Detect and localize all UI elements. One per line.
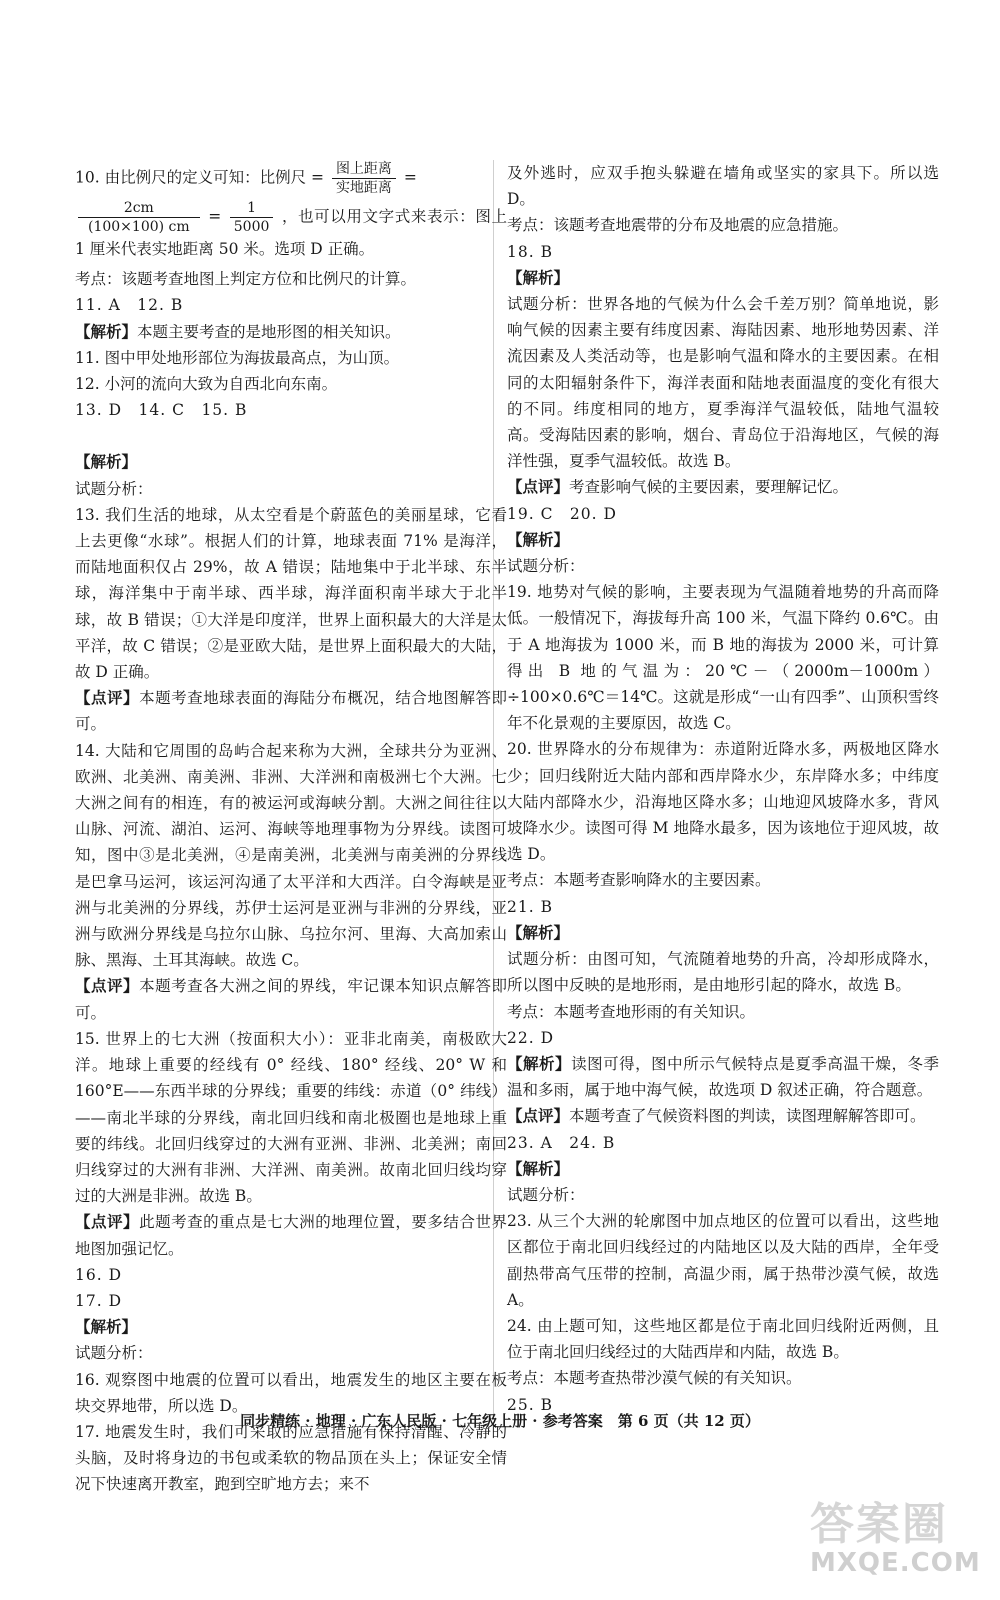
q18-text: 试题分析：世界各地的气候为什么会千差万别？简单地说，影响气候的因素主要有纬度因素、海陆因素、地形地势因素、洋流因素及人类活动等，也是影响气温和降水的主要因素。在相同的太阳辐射条件下，海洋表面和陆地表面温度的变化有很大的不同。纬度相同的地方，夏季海洋气温较低，陆地气温较高。受海陆因素的影响，烟台、青岛位于沿海地区，气候的海洋性强，夏季气温较低。故选 B。 [507, 295, 939, 471]
q19-text: 19. 地势对气候的影响，主要表现为气温随着地势的升高而降低。一般情况下，海拔每升高 100 米，气温下降约 0.6℃。由于 A 地海拔为 1000 米，而 B 地的海拔为 2000 米，可计算得出 B 地的气温为：20℃－（2000m－1000m）÷100×0.6℃＝14℃。这就是形成“一山有四季”、山顶积雪终年不化景观的主要原因，故选 C。 [507, 583, 939, 733]
jiexi-text: 读图可得，图中所示气候特点是夏季高温干燥，冬季温和多雨，属于地中海气候，故选项 D 叙述正确，符合题意。 [507, 1054, 939, 1100]
equals-sign: = [208, 207, 222, 226]
q13-dianping [75, 685, 507, 737]
q13-text: 13. 我们生活的地球，从太空看是个蔚蓝色的美丽星球，它看上去更像“水球”。根据人们的计算，地球表面 71% 是海洋，而陆地面积仅占 29%，故 A 错误；陆地集中于北半球、东半球，海洋集中于南半球、西半球，海洋面积南半球大于北半球，故 B 错误；①大洋是印度洋，世界上面积最大的大洋是太平洋，故 C 错误；②是亚欧大陆，是世界上面积最大的大陆，故 D 正确。 [75, 505, 507, 682]
answer-17: 17. D [75, 1291, 123, 1310]
q10-fraction-values [78, 199, 200, 236]
answer-22: 22. D [507, 1028, 555, 1047]
watermark-url: MXQE.COM [810, 1548, 981, 1578]
dianping-text: 本题考查了气候资料图的判读，读图理解解答即可。 [569, 1107, 926, 1126]
q23-text: 23. 从三个大洲的轮廓图中加点地区的位置可以看出，这些地区都位于南北回归线经过的内陆地区以及大陆的西岸，全年受副热带高气压带的控制，高温少雨，属于热带沙漠气候，故选 A。 [507, 1212, 939, 1309]
watermark-mark: 答案圈 [810, 1499, 948, 1550]
q22-jiexi [507, 1051, 939, 1103]
right-column [507, 160, 939, 1418]
q10-kaodian: 考点：该题考查地图上判定方位和比例尺的计算。 [75, 270, 417, 289]
answer-13-15: 13. D 14. C 15. B [75, 401, 248, 420]
jiexi-tag: 【解析】 [75, 452, 138, 472]
q10-fraction-definition [332, 160, 396, 197]
dianping-tag: 【点评】 [507, 477, 570, 497]
q21-text: 试题分析：由图可知，气流随着地势的升高，冷却形成降水，所以图中反映的是地形雨，是由地形引起的降水，故选 B。 [507, 950, 939, 995]
q22-dianping [507, 1103, 939, 1129]
dianping-text: 本题考查地球表面的海陆分布概况，结合地图解答即可。 [75, 689, 507, 734]
spacer [75, 423, 507, 449]
q16-text: 16. 观察图中地震的位置可以看出，地震发生的地区主要在板块交界地带，所以选 D。 [75, 1370, 507, 1415]
jiexi-tag: 【解析】 [75, 1317, 138, 1337]
q10-fraction-result [230, 199, 274, 236]
answer-21: 21. B [507, 897, 553, 916]
fraction-denominator: (100×100) cm [88, 219, 190, 235]
q24-text: 24. 由上题可知，这些地区都是位于南北回归线附近两侧，且位于南北回归线经过的大陆西岸和内陆，故选 B。 [507, 1316, 939, 1362]
q12-text: 12. 小河的流向大致为自西北向东南。 [75, 375, 338, 394]
watermark-logo [810, 1488, 990, 1588]
fraction-denominator: 实地距离 [335, 180, 392, 196]
answer-19-20: 19. C 20. D [507, 504, 617, 523]
fraction-numerator: 1 [230, 199, 274, 218]
page-footer: 同步精练 · 地理 · 广东人民版 · 七年级上册 · 参考答案 第 6 页（共 12 页） [240, 1412, 760, 1430]
shiti-label: 试题分析： [507, 557, 585, 576]
jiexi-tag: 【解析】 [507, 1053, 572, 1073]
q15-dianping [75, 1209, 507, 1261]
q11-text: 11. 图中甲处地形部位为海拔最高点，为山顶。 [75, 348, 400, 367]
q20-text: 20. 世界降水的分布规律为：赤道附近降水多，两极地区降水少；回归线附近大陆内部和西岸降水少，东岸降水多；中纬度大陆内部降水少，沿海地区降水多；山地迎风坡降水多，背风坡降水少。读图可得 M 地降水最多，因为该地位于迎风坡，故选 D。 [507, 740, 939, 864]
left-column [75, 160, 507, 1498]
q15-text: 15. 世界上的七大洲（按面积大小）：亚非北南美，南极欧大洋。地球上重要的经线有 0° 经线、180° 经线、20° W 和 160°E——东西半球的分界线；重要的纬线：赤道（0° 纬线）——南北半球的分界线，南北回归线和南北极圈也是地球上重要的纬线。北回归线穿过的大洲有亚洲、非洲、北美洲；南回归线穿过的大洲有非洲、大洋洲、南美洲。故南北回归线均穿过的大洲是非洲。故选 B。 [75, 1029, 507, 1206]
q11-12-jiexi [75, 319, 507, 345]
q10-formula [75, 199, 507, 262]
q19-20-kaodian: 考点：本题考查影响降水的主要因素。 [507, 871, 771, 890]
answer-11-12: 11. A 12. B [75, 296, 184, 315]
shiti-label: 试题分析： [75, 479, 153, 498]
q16-17-kaodian: 考点：该题考查地震带的分布及地震的应急措施。 [507, 216, 849, 235]
jiexi-tag: 【解析】 [507, 529, 570, 549]
answer-18: 18. B [507, 242, 553, 261]
jiexi-tag: 【解析】 [75, 321, 138, 341]
q17-text-part2: 及外逃时，应双手抱头躲避在墙角或坚实的家具下。所以选 D。 [507, 164, 939, 209]
dianping-tag: 【点评】 [75, 688, 140, 708]
jiexi-tag: 【解析】 [507, 1158, 570, 1178]
answer-25: 25. B [507, 1395, 553, 1414]
q17-text-part1: 17. 地震发生时，我们可采取的应急措施有保持清醒、冷静的头脑，及时将身边的书包或柔软的物品顶在头上；保证安全情况下快速离开教室，跑到空旷地方去；来不 [75, 1422, 507, 1494]
dianping-text: 此题考查的重点是七大洲的地理位置，要多结合世界地图加强记忆。 [75, 1213, 507, 1258]
answer-16: 16. D [75, 1265, 123, 1284]
dianping-tag: 【点评】 [75, 976, 140, 996]
jiexi-tag: 【解析】 [507, 922, 570, 942]
fraction-numerator: 2cm [78, 199, 200, 218]
q21-kaodian: 考点：本题考查地形雨的有关知识。 [507, 1002, 756, 1021]
fraction-denominator: 5000 [233, 219, 270, 235]
q10-prefix: 10. 由比例尺的定义可知：比例尺 = [75, 168, 324, 187]
jiexi-text: 本题主要考查的是地形图的相关知识。 [137, 322, 401, 341]
q18-dianping [507, 474, 939, 500]
dianping-text: 考查影响气候的主要因素，要理解记忆。 [569, 478, 849, 497]
shiti-label: 试题分析： [75, 1344, 153, 1363]
q10-line [75, 160, 507, 197]
q10-tail: ，也可以用文字式来表示：图上 1 厘米代表实地距离 50 米。选项 D 正确。 [75, 207, 507, 258]
jiexi-tag: 【解析】 [507, 267, 570, 287]
dianping-tag: 【点评】 [507, 1106, 570, 1126]
q14-dianping [75, 973, 507, 1025]
answer-23-24: 23. A 24. B [507, 1133, 616, 1152]
dianping-tag: 【点评】 [75, 1212, 140, 1232]
q14-text: 14. 大陆和它周围的岛屿合起来称为大洲，全球共分为亚洲、欧洲、北美洲、南美洲、非洲、大洋洲和南极洲七个大洲。七大洲之间有的相连，有的被运河或海峡分割。大洲之间往往以山脉、河流、湖泊、运河、海峡等地理事物为分界线。读图可知，图中③是北美洲，④是南美洲，北美洲与南美洲的分界线是巴拿马运河，该运河沟通了太平洋和大西洋。白令海峡是亚洲与北美洲的分界线，苏伊士运河是亚洲与非洲的分界线，亚洲与欧洲分界线是乌拉尔山脉、乌拉尔河、里海、大高加索山脉、黑海、土耳其海峡。故选 C。 [75, 741, 507, 970]
shiti-label: 试题分析： [507, 1185, 585, 1204]
dianping-text: 本题考查各大洲之间的界线，牢记课本知识点解答即可。 [75, 977, 507, 1022]
equals-sign: = [403, 168, 417, 187]
q23-24-kaodian: 考点：本题考查热带沙漠气候的有关知识。 [507, 1369, 802, 1388]
fraction-numerator: 图上距离 [332, 160, 396, 179]
